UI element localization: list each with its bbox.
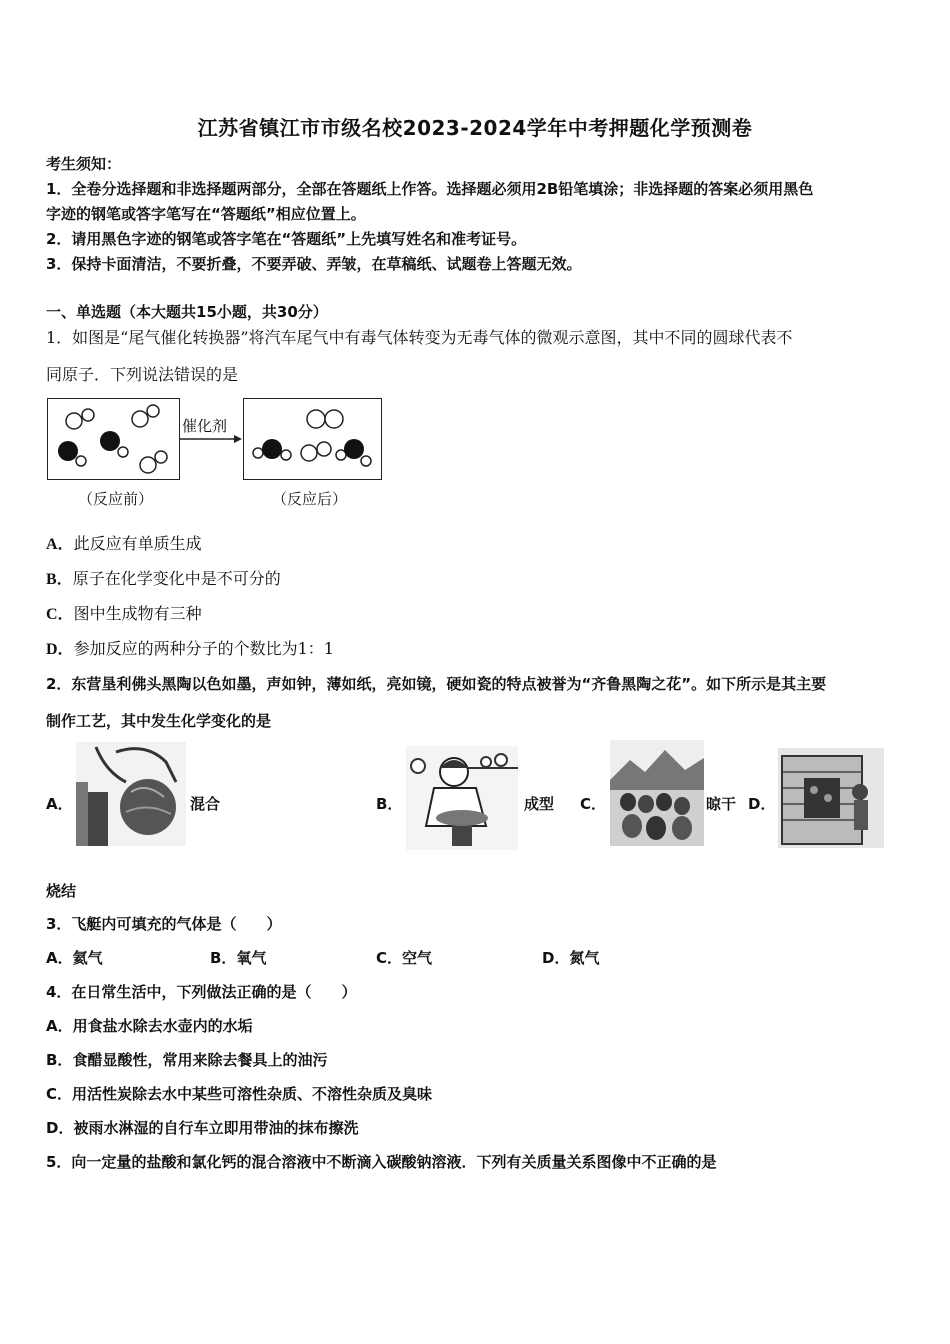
q1-stem-line-2: 同原子．下列说法错误的是 — [46, 365, 239, 384]
shaping-pottery-illustration — [406, 746, 518, 850]
q2-option-c-letter: C． — [580, 795, 607, 813]
q3-option-c: C．空气 — [376, 949, 433, 967]
q3-option-a: A．氦气 — [46, 949, 103, 967]
q4-option-a: A．用食盐水除去水壶内的水垢 — [46, 1017, 253, 1035]
reaction-before-box — [47, 398, 180, 480]
drying-pottery-illustration — [610, 740, 704, 846]
notice-heading: 考生须知： — [46, 155, 122, 173]
catalyst-label: 催化剂 — [182, 417, 228, 435]
q3-option-d: D．氮气 — [542, 949, 600, 967]
q2-option-b-letter: B． — [376, 795, 403, 813]
q4-stem: 4．在日常生活中，下列做法正确的是（ ） — [46, 983, 357, 1001]
q1-option-c: C．图中生成物有三种 — [46, 604, 202, 623]
q3-option-b: B．氧气 — [210, 949, 267, 967]
q2-option-c-text: 晾干 — [706, 795, 737, 813]
q1-stem-line-1: 1．如图是“尾气催化转换器”将汽车尾气中有毒气体转变为无毒气体的微观示意图，其中不同的圆球代表不 — [46, 328, 793, 347]
q1-option-a: A．此反应有单质生成 — [46, 534, 202, 553]
q2-option-d-letter: D． — [748, 795, 776, 813]
page-title: 江苏省镇江市市级名校2023-2024学年中考押题化学预测卷 — [197, 116, 753, 140]
reaction-arrow — [178, 413, 244, 447]
notice-item-3: 3．保持卡面清洁，不要折叠，不要弄破、弄皱，在草稿纸、试题卷上答题无效。 — [46, 255, 582, 273]
section-heading: 一、单选题（本大题共15小题，共30分） — [46, 303, 328, 321]
q3-stem: 3．飞艇内可填充的气体是（ ） — [46, 915, 282, 933]
molecules-before-diagram — [48, 399, 179, 479]
before-caption: （反应前） — [78, 490, 154, 508]
q2-option-a-text: 混合 — [190, 795, 221, 813]
q4-option-c: C．用活性炭除去水中某些可溶性杂质、不溶性杂质及臭味 — [46, 1085, 433, 1103]
q2-stem-line-2: 制作工艺，其中发生化学变化的是 — [46, 712, 272, 730]
q2-option-d-text: 烧结 — [46, 882, 77, 900]
q5-stem: 5．向一定量的盐酸和氯化钙的混合溶液中不断滴入碳酸钠溶液．下列有关质量关系图像中不正确的是 — [46, 1153, 717, 1171]
notice-item-1-line-1: 1．全卷分选择题和非选择题两部分，全部在答题纸上作答。选择题必须用2B铅笔填涂；非选择题的答案必须用黑色 — [46, 180, 814, 198]
notice-item-1-line-2: 字迹的钢笔或答字笔写在“答题纸”相应位置上。 — [46, 205, 366, 223]
molecules-after-diagram — [244, 399, 381, 479]
q4-option-b: B．食醋显酸性，常用来除去餐具上的油污 — [46, 1051, 328, 1069]
q2-option-b-text: 成型 — [524, 795, 555, 813]
reaction-after-box — [243, 398, 382, 480]
q1-option-b: B．原子在化学变化中是不可分的 — [46, 569, 281, 588]
q2-stem-line-1: 2．东营垦利佛头黑陶以色如墨，声如钟，薄如纸，亮如镜，硬如瓷的特点被誉为“齐鲁黑陶之花”。如下所示是其主要 — [46, 675, 827, 693]
q4-option-d: D．被雨水淋湿的自行车立即用带油的抹布擦洗 — [46, 1119, 359, 1137]
after-caption: （反应后） — [272, 490, 348, 508]
q2-option-a-letter: A． — [46, 795, 73, 813]
firing-kiln-illustration — [778, 748, 884, 848]
notice-item-2: 2．请用黑色字迹的钢笔或答字笔在“答题纸”上先填写姓名和准考证号。 — [46, 230, 527, 248]
mixing-clay-illustration — [76, 742, 186, 846]
q1-option-d: D．参加反应的两种分子的个数比为1：1 — [46, 639, 334, 658]
